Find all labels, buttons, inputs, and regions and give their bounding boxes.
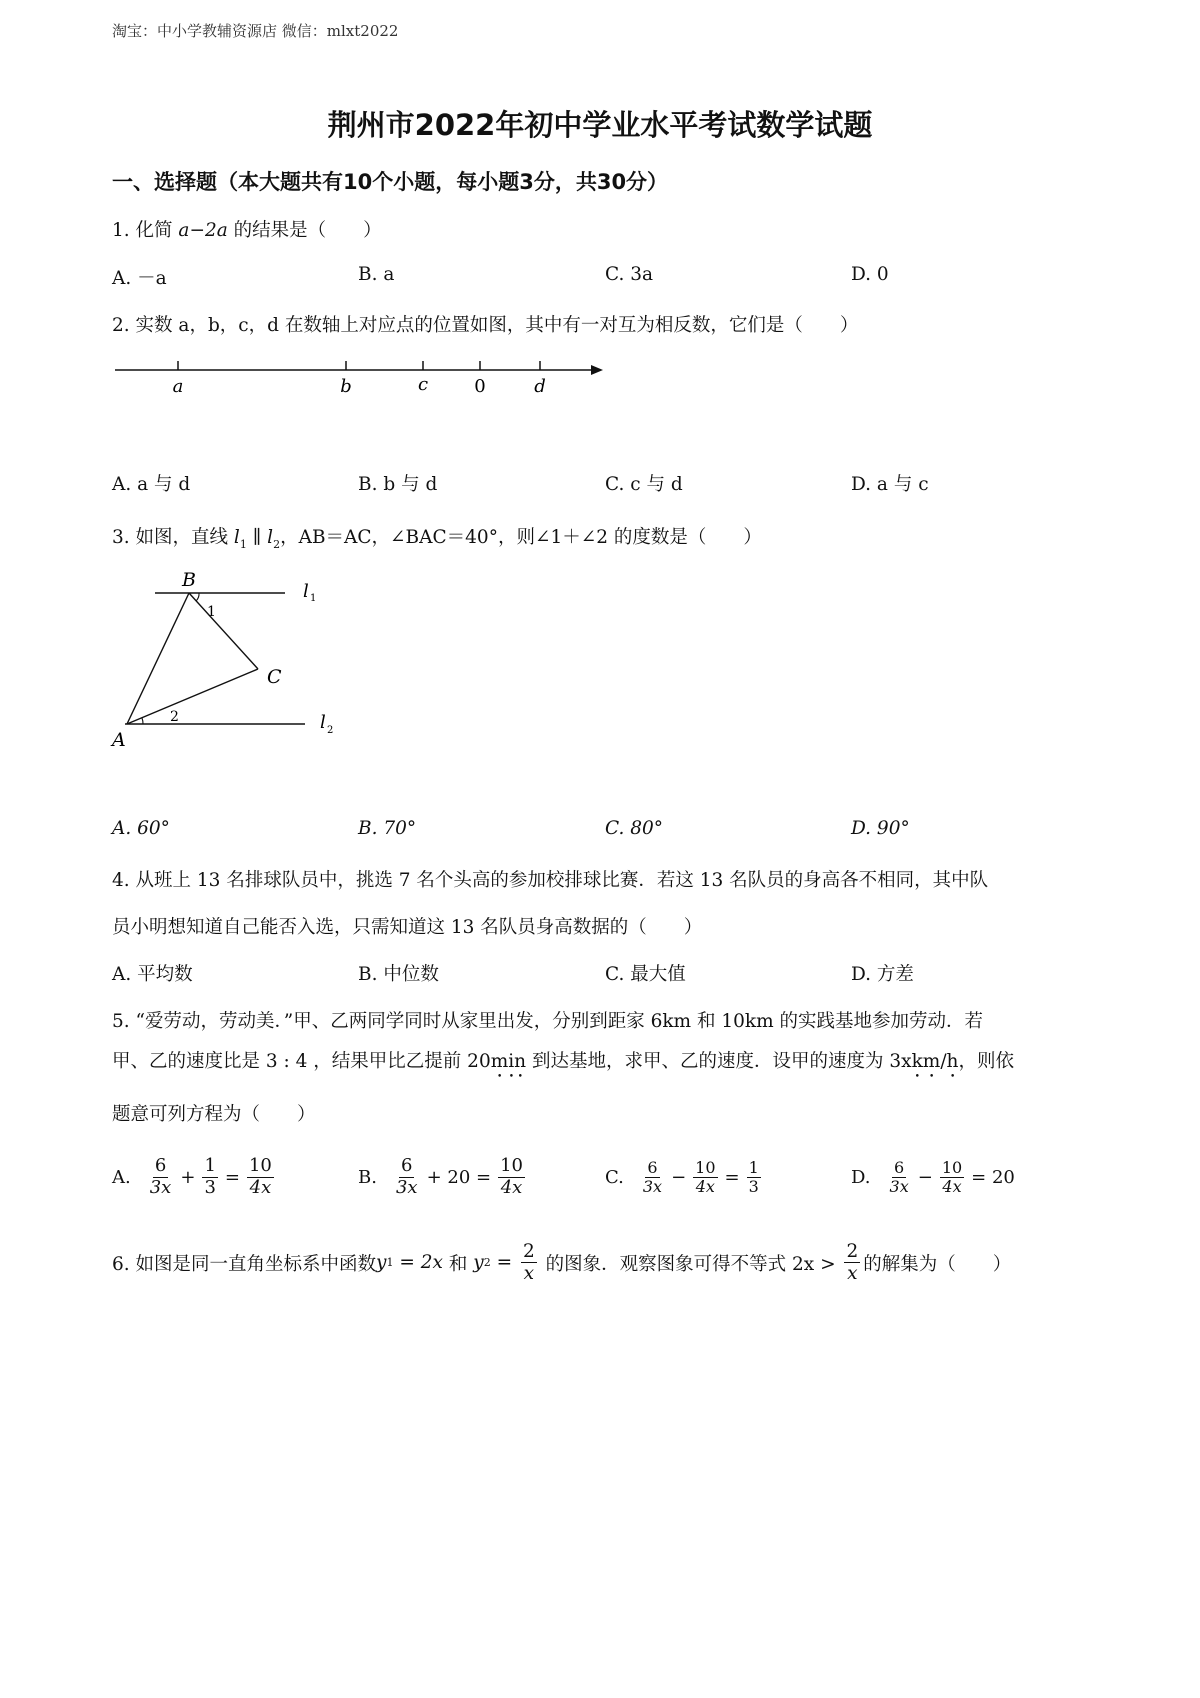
operator: = 20 xyxy=(971,1167,1015,1189)
q5-unit-min: min xyxy=(490,1051,527,1072)
q5-option-d xyxy=(851,1159,1019,1197)
frac-num: 10 xyxy=(941,1158,963,1177)
q3-option-a: A. 60° xyxy=(112,818,170,839)
frac-num: 1 xyxy=(204,1155,216,1176)
q4-option-b: B. 中位数 xyxy=(358,964,439,985)
label-c: C xyxy=(267,666,282,688)
q4-option-d: D. 方差 xyxy=(851,964,914,985)
frac-den: x xyxy=(523,1263,535,1285)
label-a: a xyxy=(172,376,184,397)
q5-option-c xyxy=(605,1159,764,1197)
number-line-arrow xyxy=(591,365,603,375)
q3-parallel: ∥ xyxy=(246,527,268,548)
frac-den: 4x xyxy=(695,1177,715,1197)
q2-option-d: D. a 与 c xyxy=(851,474,929,495)
frac-num: 6 xyxy=(154,1155,167,1176)
q6-y2-sub: 2 xyxy=(483,1256,491,1270)
frac-den: 4x xyxy=(500,1176,523,1198)
q5-option-d-letter: D. xyxy=(851,1167,871,1189)
frac-num: 6 xyxy=(894,1158,905,1177)
q3-stem-post: ，AB＝AC，∠BAC＝40°，则∠1＋∠2 的度数是（ ） xyxy=(280,527,762,548)
label-l1-sub: 1 xyxy=(310,593,317,604)
frac-num: 1 xyxy=(748,1158,759,1177)
frac-num: 10 xyxy=(695,1158,716,1177)
q1-option-a: A. －a xyxy=(112,268,167,289)
q3-option-c: C. 80° xyxy=(605,818,664,839)
q1-option-d: D. 0 xyxy=(851,264,889,285)
frac-num: 6 xyxy=(401,1155,413,1176)
q1-option-b: B. a xyxy=(358,264,395,285)
q3-option-b: B. 70° xyxy=(358,818,417,839)
angle-2-arc xyxy=(142,718,143,724)
label-a: A xyxy=(112,729,126,751)
q5-option-a-letter: A. xyxy=(112,1166,131,1188)
q1-option-c: C. 3a xyxy=(605,264,654,285)
q4-option-c: C. 最大值 xyxy=(605,964,686,985)
q6-y2-eq: = xyxy=(490,1252,518,1274)
frac-den: x xyxy=(847,1263,858,1285)
q3-l1: l xyxy=(233,527,240,548)
label-d: d xyxy=(534,376,546,397)
frac-den: 3 xyxy=(204,1176,216,1198)
operator: + xyxy=(180,1166,196,1188)
question-5-line1: 5. “爱劳动，劳动美．”甲、乙两同学同时从家里出发，分别到距家 6km 和 10km 的实践基地参加劳动．若 xyxy=(112,1011,984,1032)
frac-den: 4x xyxy=(249,1176,272,1198)
q5-option-b xyxy=(358,1156,528,1198)
segment-ac xyxy=(127,669,258,724)
frac-num: 10 xyxy=(248,1155,272,1176)
q5-line2-e: ，则依 xyxy=(958,1051,1014,1072)
label-c: c xyxy=(417,374,429,395)
q1-stem-pre: 1. 化简 xyxy=(112,220,179,241)
q6-mid: 的图象．观察图象可得不等式 2x > xyxy=(539,1253,842,1275)
question-3-stem xyxy=(112,523,762,551)
label-angle-2: 2 xyxy=(170,709,179,725)
label-b: B xyxy=(182,569,196,591)
label-b: b xyxy=(340,376,352,397)
operator: − xyxy=(671,1167,687,1189)
number-line-figure xyxy=(110,350,610,400)
label-l2: l xyxy=(320,712,326,733)
frac-num: 10 xyxy=(500,1155,523,1176)
q6-y1: y xyxy=(376,1252,387,1274)
q3-l2: l xyxy=(267,527,274,548)
frac-num: 6 xyxy=(647,1158,658,1177)
q1-expression: a−2a xyxy=(178,220,228,241)
q5-option-c-letter: C. xyxy=(605,1167,624,1189)
frac-num: 2 xyxy=(522,1241,535,1262)
operator: = xyxy=(724,1167,740,1189)
label-0: 0 xyxy=(474,376,486,397)
q6-and: 和 xyxy=(442,1253,474,1275)
q2-option-c: C. c 与 d xyxy=(605,474,683,495)
q5-line2-a: 甲、乙的速度比是 3 : 4 ，结果甲比乙提前 20 xyxy=(112,1051,491,1072)
frac-den: 3x xyxy=(149,1176,172,1198)
question-4-line1: 4. 从班上 13 名排球队员中，挑选 7 名个头高的参加校排球比赛．若这 13 名队员的身高各不相同，其中队 xyxy=(112,870,989,891)
question-4-line2: 员小明想知道自己能否入选，只需知道这 13 名队员身高数据的（ ） xyxy=(112,917,703,938)
label-l2-sub: 2 xyxy=(327,725,334,736)
question-6-stem xyxy=(112,1241,1011,1285)
label-l1: l xyxy=(303,581,309,602)
q5-option-a xyxy=(112,1156,277,1198)
q5-unit-kmh: km/h xyxy=(911,1051,959,1072)
q3-option-d: D. 90° xyxy=(851,818,910,839)
triangle-figure xyxy=(100,560,360,760)
segment-bc xyxy=(189,593,258,669)
q6-y1-sub: 1 xyxy=(386,1256,394,1270)
frac-den: 3x xyxy=(889,1177,909,1197)
q3-l2-sub: 2 xyxy=(273,538,281,551)
section-heading: 一、选择题（本大题共有10个小题，每小题3分，共30分） xyxy=(112,170,669,194)
label-angle-1: 1 xyxy=(207,604,216,620)
q2-option-b: B. b 与 d xyxy=(358,474,438,495)
frac-den: 4x xyxy=(942,1177,962,1197)
page-title: 荆州市2022年初中学业水平考试数学试题 xyxy=(327,108,873,142)
q5-line2-c: 到达基地，求甲、乙的速度．设甲的速度为 3x xyxy=(526,1051,912,1072)
question-1-stem xyxy=(112,216,382,242)
q6-pre: 6. 如图是同一直角坐标系中函数 xyxy=(112,1253,377,1275)
frac-num: 2 xyxy=(846,1241,859,1262)
question-5-line3: 题意可列方程为（ ） xyxy=(112,1104,316,1125)
q3-l1-sub: 1 xyxy=(239,538,247,551)
operator: = xyxy=(224,1166,240,1188)
q6-y1-rhs: = 2x xyxy=(393,1252,443,1274)
angle-1-arc xyxy=(196,593,199,601)
watermark: 淘宝：中小学教辅资源店 微信：mlxt2022 xyxy=(112,22,399,40)
q5-option-b-letter: B. xyxy=(358,1166,377,1188)
operator: + 20 = xyxy=(426,1166,492,1188)
frac-den: 3x xyxy=(395,1176,418,1198)
q6-post: 的解集为（ ） xyxy=(863,1253,1012,1275)
q4-option-a: A. 平均数 xyxy=(112,964,193,985)
frac-den: 3 xyxy=(748,1177,759,1197)
q3-stem-pre: 3. 如图，直线 xyxy=(112,527,234,548)
segment-ba xyxy=(127,593,189,724)
frac-den: 3x xyxy=(642,1177,663,1197)
q2-option-a: A. a 与 d xyxy=(112,474,191,495)
question-5-line2 xyxy=(112,1047,1014,1082)
question-2-stem: 2. 实数 a，b，c，d 在数轴上对应点的位置如图，其中有一对互为相反数，它们是（ ） xyxy=(112,315,859,336)
q6-y2: y xyxy=(473,1252,484,1274)
q1-stem-post: 的结果是（ ） xyxy=(227,220,382,241)
operator: − xyxy=(917,1167,933,1189)
